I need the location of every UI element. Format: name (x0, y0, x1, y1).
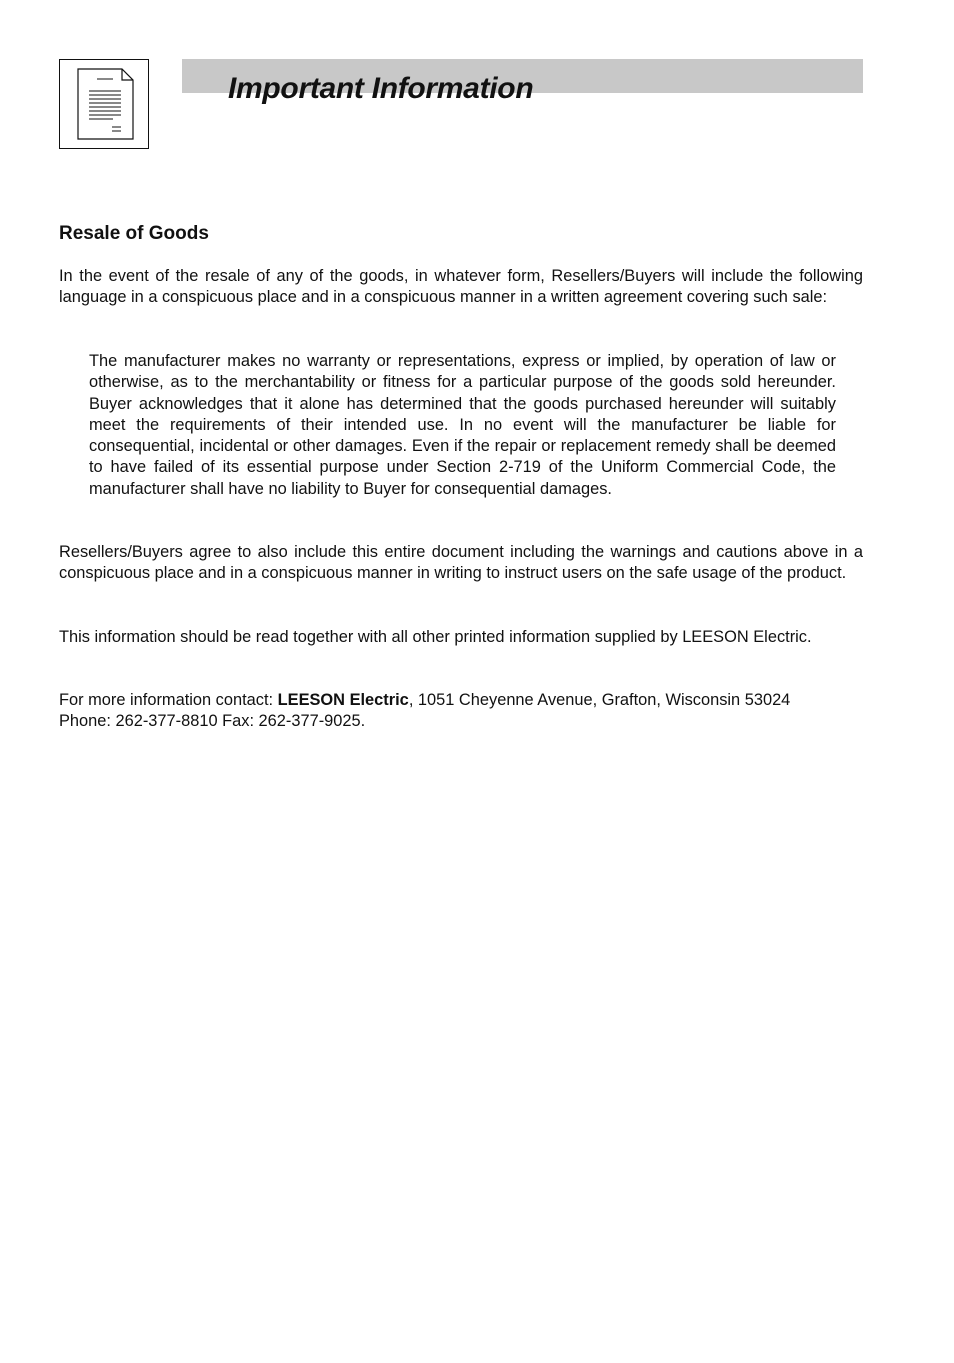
contact-phone-fax: Phone: 262-377-8810 Fax: 262-377-9025. (59, 712, 366, 731)
intro-paragraph: In the event of the resale of any of the goods, in whatever form, Resellers/Buyers will include the following language in a conspicuous place and in a conspicuous manner in a written agreement covering such sale: (59, 267, 863, 307)
read-together-paragraph: This information should be read together with all other printed information supplied by LEESON Electric. (59, 628, 812, 646)
resellers-paragraph: Resellers/Buyers agree to also include this entire document including the warnings and cautions above in a conspicuous place and in a conspicuous manner in writing to instruct users on the safe usage of the product. (59, 543, 863, 583)
contact-address: , 1051 Cheyenne Avenue, Grafton, Wisconsin 53024 (408, 691, 791, 709)
page-title: Important Information (228, 72, 534, 105)
contact-company: LEESON Electric (277, 691, 409, 709)
contact-paragraph (59, 690, 863, 733)
document-icon (59, 59, 149, 149)
contact-prefix: For more information contact: (59, 691, 278, 709)
section-heading: Resale of Goods (59, 223, 209, 244)
disclaimer-quote: The manufacturer makes no warranty or representations, express or implied, by operation of law or otherwise, as to the merchantability or fitness for a particular purpose of the goods sold hereunder. Buyer acknowledges that it alone has determined that the goods purchased hereunder will suitably meet the requirements of their intended use. In no event will the manufacturer be liable for consequential, incidental or other damages. Even if the repair or replacement remedy shall be deemed to have failed of its essential purpose under Section 2-719 of the Uniform Commercial Code, the manufacturer shall have no liability to Buyer for consequential damages. (89, 352, 836, 498)
